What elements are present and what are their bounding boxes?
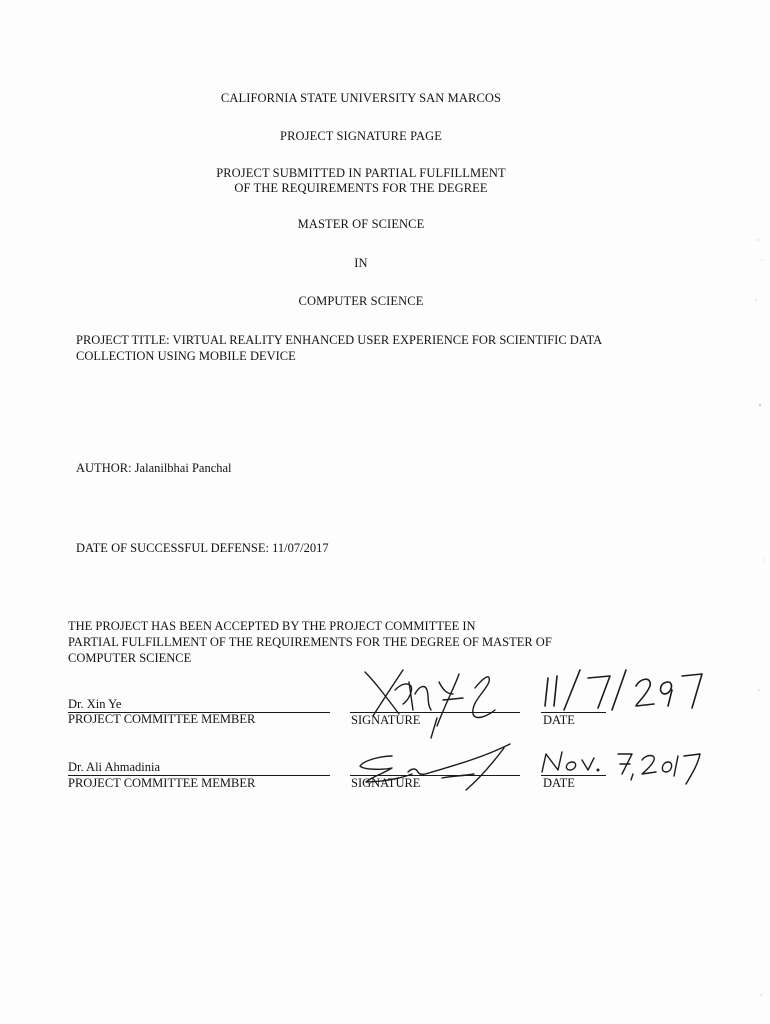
acceptance-line1: THE PROJECT HAS BEEN ACCEPTED BY THE PROJECT COMMITTEE IN (68, 619, 476, 633)
project-title (76, 332, 676, 364)
defense-date: DATE OF SUCCESSFUL DEFENSE: 11/07/2017 (76, 541, 329, 555)
degree-in: IN (354, 256, 368, 270)
signature-label: SIGNATURE (351, 776, 421, 790)
signatory-role: PROJECT COMMITTEE MEMBER (68, 776, 256, 790)
scan-artifacts (740, 0, 770, 1024)
acceptance-line2: PARTIAL FULFILLMENT OF THE REQUIREMENTS FOR THE DEGREE OF MASTER OF (68, 635, 552, 649)
date-label: DATE (543, 713, 575, 727)
handwritten-date (538, 748, 708, 790)
handwritten-signature (352, 738, 522, 798)
signatory-name: Dr. Xin Ye (68, 697, 122, 711)
university-name: CALIFORNIA STATE UNIVERSITY SAN MARCOS (220, 91, 502, 105)
page-title: PROJECT SIGNATURE PAGE (280, 129, 442, 143)
signature-label: SIGNATURE (351, 713, 421, 727)
submission-statement-line1: PROJECT SUBMITTED IN PARTIAL FULFILLMENT (216, 166, 506, 180)
date-label: DATE (543, 776, 575, 790)
acceptance-line3: COMPUTER SCIENCE (68, 651, 192, 665)
project-title-line2: COLLECTION USING MOBILE DEVICE (76, 349, 296, 363)
signatory-role: PROJECT COMMITTEE MEMBER (68, 712, 256, 726)
acceptance-statement (68, 618, 668, 666)
handwritten-date (540, 666, 710, 716)
submission-statement-line2: OF THE REQUIREMENTS FOR THE DEGREE (234, 181, 488, 195)
degree-name: MASTER OF SCIENCE (297, 217, 425, 231)
project-title-line1: PROJECT TITLE: VIRTUAL REALITY ENHANCED USER EXPERIENCE FOR SCIENTIFIC DATA (76, 333, 603, 347)
handwritten-signature (355, 660, 515, 740)
degree-field: COMPUTER SCIENCE (298, 294, 424, 308)
signatory-name: Dr. Ali Ahmadinia (68, 760, 161, 774)
author: AUTHOR: Jalanilbhai Panchal (76, 461, 232, 475)
